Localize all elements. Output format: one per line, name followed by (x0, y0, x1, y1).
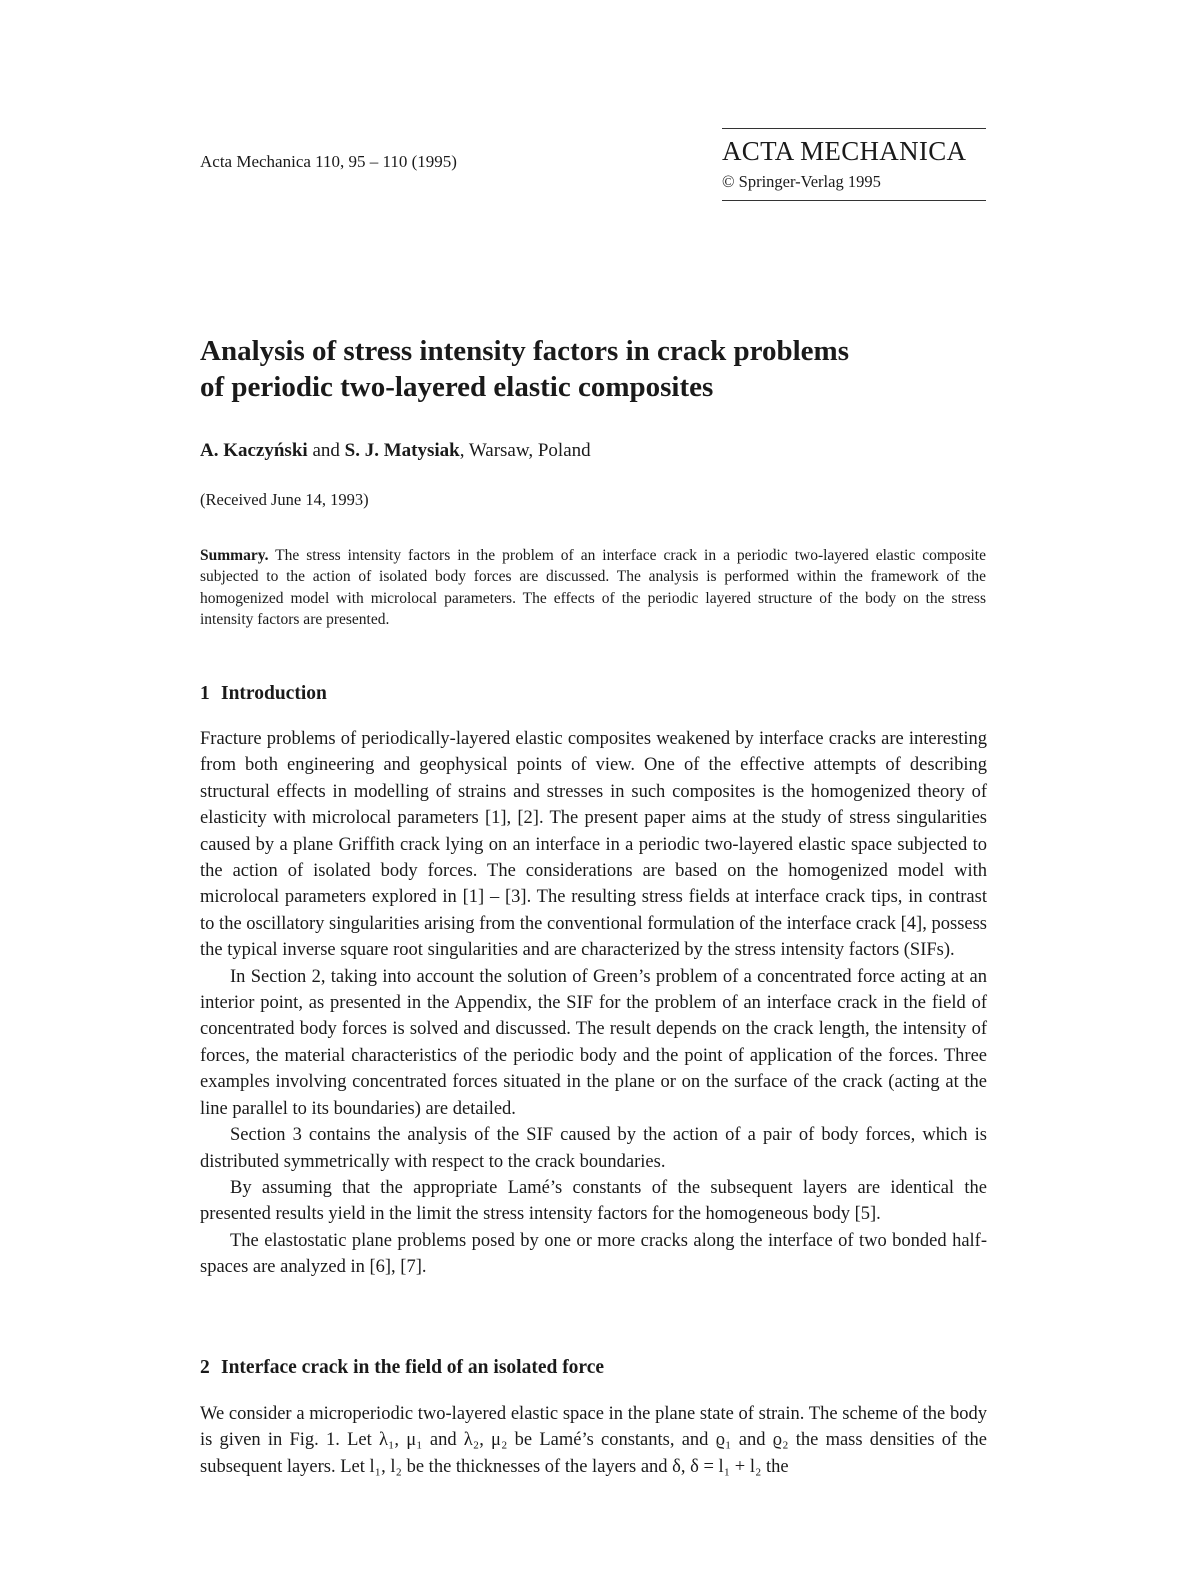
author-1: A. Kaczyński (200, 440, 308, 461)
masthead-top-rule (722, 128, 986, 129)
received-date: (Received June 14, 1993) (200, 490, 369, 509)
intro-paragraph-3: Section 3 contains the analysis of the SIF caused by the action of a pair of body forces, which is distributed symmetrically with respect to the crack boundaries. (200, 1125, 987, 1172)
intro-paragraph-2: In Section 2, taking into account the solution of Green’s problem of a concentrated force acting at an interior point, as presented in the Appendix, the SIF for the problem of an interface crack in the field of concentrated body forces is solved and discussed. The result depends on the crack length, the intensity of forces, the material characteristics of the periodic body and the point of application of the forces. Three examples involving concentrated forces situated in the plane or on the surface of the crack (acting at the line parallel to its boundaries) are detailed. (200, 966, 987, 1119)
section-2-title: Interface crack in the field of an isolated force (221, 1357, 605, 1378)
section-2-body (200, 1401, 987, 1480)
journal-masthead (722, 128, 986, 201)
section-2-paragraph-1: We consider a microperiodic two-layered elastic space in the plane state of strain. The scheme of the body is given in Fig. 1. Let λ₁, μ₁ and λ₂, μ₂ be Lamé’s constants, and ϱ₁ and ϱ₂ the mass densities of the subsequent layers. Let l₁, l₂ be the thicknesses of the layers and δ, δ = l₁ + l₂ the (200, 1404, 987, 1477)
summary-label: Summary. (200, 547, 269, 564)
paper-title (200, 333, 1000, 405)
title-line-1: Analysis of stress intensity factors in crack problems (200, 335, 849, 367)
title-line-2: of periodic two-layered elastic composites (200, 371, 714, 403)
author-affiliation: , Warsaw, Poland (459, 440, 591, 461)
section-2-heading (200, 1357, 604, 1379)
author-2: S. J. Matysiak (344, 440, 460, 461)
section-1-title: Introduction (221, 683, 327, 704)
masthead-bottom-rule (722, 200, 986, 201)
section-1-heading (200, 683, 327, 705)
summary-abstract (200, 545, 986, 631)
section-1-number: 1 (200, 683, 210, 704)
summary-text: The stress intensity factors in the problem of an interface crack in a periodic two-layered elastic composite subjected to the action of isolated body forces are discussed. The analysis is performed within the framework of the homogenized model with microlocal parameters. The effects of the periodic layered structure of the body on the stress intensity factors are presented. (200, 547, 986, 629)
intro-paragraph-1: Fracture problems of periodically-layered elastic composites weakened by interface cracks are interesting from both engineering and geophysical points of view. One of the effective attempts of describing structural effects in modelling of strains and stresses in such composites is the homogenized theory of elasticity with microlocal parameters [1], [2]. The present paper aims at the study of stress singularities caused by a plane Griffith crack lying on an interface in a periodic two-layered elastic space subjected to the action of isolated body forces. The considerations are based on the homogenized model with microlocal parameters explored in [1] – [3]. The resulting stress fields at interface crack tips, in contrast to the oscillatory singularities arising from the conventional formulation of the interface crack [4], possess the typical inverse square root singularities and are characterized by the stress intensity factors (SIFs). (200, 729, 987, 961)
copyright-line: © Springer-Verlag 1995 (722, 172, 881, 191)
author-line (200, 440, 591, 462)
intro-paragraph-4: By assuming that the appropriate Lamé’s constants of the subsequent layers are identical the presented results yield in the limit the stress intensity factors for the homogeneous body [5]. (200, 1177, 987, 1225)
section-2-number: 2 (200, 1357, 210, 1378)
journal-citation: Acta Mechanica 110, 95 – 110 (1995) (200, 152, 457, 171)
section-1-body (200, 726, 987, 1281)
journal-name: ACTA MECHANICA (722, 136, 967, 166)
intro-paragraph-5: The elastostatic plane problems posed by one or more cracks along the interface of two bonded half-spaces are analyzed in [6], [7]. (200, 1230, 987, 1278)
author-conjunction: and (307, 440, 345, 461)
